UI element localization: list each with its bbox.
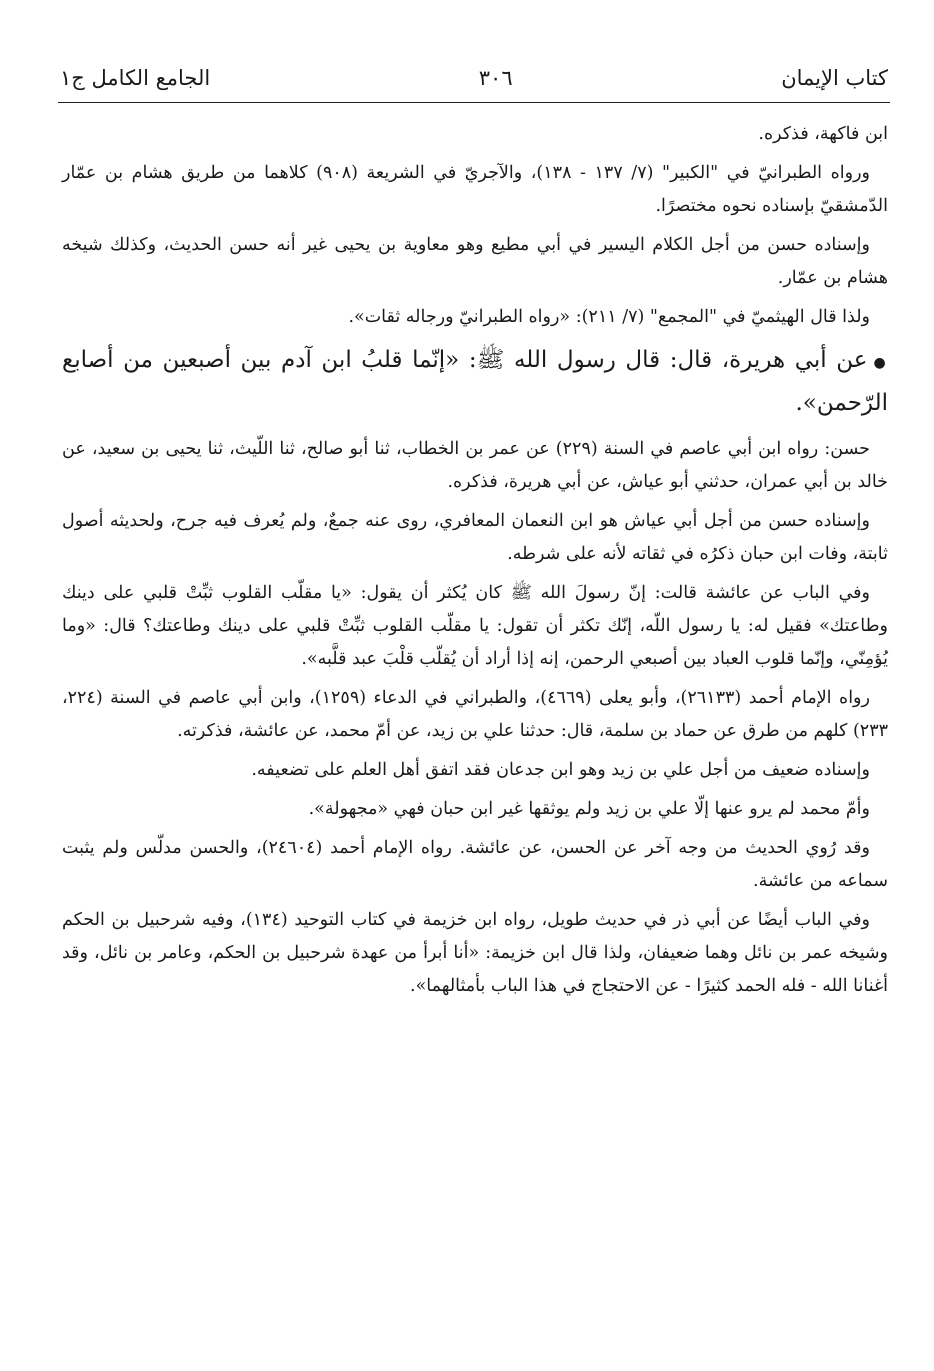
paragraph-7: وإسناده حسن من أجل أبي عياش هو ابن النعمان المعافري، روى عنه جمعٌ، ولم يُعرف فيه جرح، ولحديثه أصول ثابتة، وفات ابن حبان ذكرُه في ثقاته لأنه على شرطه. bbox=[62, 511, 888, 564]
page-number: ٣٠٦ bbox=[478, 66, 513, 90]
bullet-icon: ● bbox=[873, 355, 888, 371]
page-header bbox=[60, 58, 888, 98]
book-title: كتاب الإيمان bbox=[781, 66, 888, 90]
paragraph-9: رواه الإمام أحمد (٢٦١٣٣)، وأبو يعلى (٤٦٦٩)، والطبراني في الدعاء (١٢٥٩)، وابن أبي عاصم في السنة (٢٢٤، ٢٣٣) كلهم من طرق عن حماد بن سلمة، قال: حدثنا علي بن زيد، عن أمّ محمد، عن عائشة، فذكرته. bbox=[62, 688, 888, 741]
hadith-body: عن أبي هريرة، قال: قال رسول الله ﷺ: «إنّما قلبُ ابن آدم بين أصبعين من أصابع الرّحمن». bbox=[62, 347, 888, 416]
paragraph-2: ورواه الطبرانيّ في "الكبير" (٧/ ١٣٧ - ١٣٨)، والآجريّ في الشريعة (٩٠٨) كلاهما من طريق هشام بن عمّار الدّمشقيّ بإسناده نحوه مختصرًا. bbox=[62, 163, 888, 216]
paragraph-11: وأمّ محمد لم يرو عنها إلّا علي بن زيد ولم يوثقها غير ابن حبان فهي «مجهولة». bbox=[308, 799, 870, 819]
paragraph-8: وفي الباب عن عائشة قالت: إنّ رسولَ الله ﷺ كان يُكثر أن يقول: «يا مقلّب القلوب ثبِّتْ قلبي على دينك وطاعتك» فقيل له: يا رسول اللّه، إنّك تكثر أن تقول: يا مقلّب القلوب ثبِّتْ قلبي على دينك وطاعتك؟ قال: «وما يُؤمِنّي، وإنّما قلوب العباد بين أصبعي الرحمن، إنه إذا أراد أن يُقلّب قلْبَ عبد قلَّبه». bbox=[62, 583, 888, 669]
paragraph-1: ابن فاكهة، فذكره. bbox=[758, 124, 888, 144]
hadith-text bbox=[62, 340, 888, 423]
paragraph-3: وإسناده حسن من أجل الكلام اليسير في أبي مطيع وهو معاوية بن يحيى غير أنه حسن الحديث، وكذلك شيخه هشام بن عمّار. bbox=[62, 235, 888, 288]
header-divider bbox=[58, 102, 890, 103]
paragraph-10: وإسناده ضعيف من أجل علي بن زيد وهو ابن جدعان فقد اتفق أهل العلم على تضعيفه. bbox=[251, 760, 870, 780]
paragraph-4: ولذا قال الهيثميّ في "المجمع" (٧/ ٢١١): «رواه الطبرانيّ ورجاله ثقات». bbox=[348, 307, 870, 327]
page-body bbox=[62, 118, 888, 1009]
paragraph-12: وقد رُوي الحديث من وجه آخر عن الحسن، عن عائشة. رواه الإمام أحمد (٢٤٦٠٤)، والحسن مدلّس ولم يثبت سماعه من عائشة. bbox=[62, 838, 888, 891]
paragraph-13: وفي الباب أيضًا عن أبي ذر في حديث طويل، رواه ابن خزيمة في كتاب التوحيد (١٣٤)، وفيه شرحبيل بن الحكم وشيخه عمر بن نائل وهما ضعيفان، ولذا قال ابن خزيمة: «أنا أبرأ من عهدة شرحبيل بن الحكم، وعامر بن نائل، وقد أغنانا الله - فله الحمد كثيرًا - عن الاحتجاج في هذا الباب بأمثالهما». bbox=[62, 910, 888, 996]
volume-title: الجامع الكامل ج١ bbox=[60, 66, 211, 90]
paragraph-6: حسن: رواه ابن أبي عاصم في السنة (٢٢٩) عن عمر بن الخطاب، ثنا أبو صالح، ثنا اللّيث، ثنا يحيى بن سعيد، عن خالد بن أبي عمران، حدثني أبو عياش، عن أبي هريرة، فذكره. bbox=[62, 439, 888, 492]
